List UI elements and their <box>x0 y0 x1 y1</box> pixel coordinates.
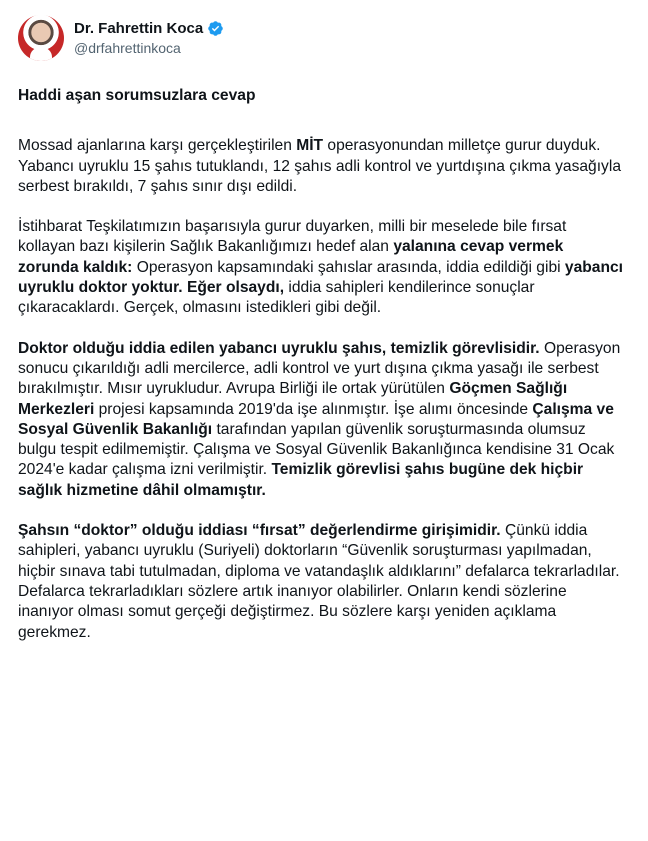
p4-text-1: Çünkü iddia sahipleri, yabancı uyruklu (Suriyeli) doktorların “Güvenlik soruşturması yapılmadan, hiçbir sınava tabi tutulmadan, diploma ve vatandaşlık aldıklarını” defalarca tekrarladılar. Defalarca tekrarladıkları sözlere artık inanıyor olabilirler. Onların kendi sözlerine inanıyor olması somut gerçeği değiştirmez. Bu sözlere karşı yeniden açıklama gerekmez. <box>18 522 620 641</box>
paragraph-3 <box>18 339 624 501</box>
p1-text-2: operasyonundan milletçe gurur duyduk. Yabancı uyruklu 15 şahıs tutuklandı, 12 şahıs adli kontrol ve yurtdışına çıkma yasağıyla serbest bırakıldı, 7 şahıs sınır dışı edildi. <box>18 137 621 195</box>
verified-badge-icon <box>207 20 224 37</box>
p1-text-1: Mossad ajanlarına karşı gerçekleştirilen <box>18 137 297 155</box>
p4-bold-1: Şahsın “doktor” olduğu iddiası “fırsat” değerlendirme girişimidir. <box>18 522 501 540</box>
p2-bold-1: yalanına cevap vermek zorunda kaldık: <box>18 238 564 276</box>
tweet-header <box>18 10 624 66</box>
p2-text-1: İstihbarat Teşkilatımızın başarısıyla gurur duyarken, milli bir meselede bile fırsat kollayan bazı kişilerin Sağlık Bakanlığımızı hedef alan <box>18 218 567 256</box>
paragraph-2 <box>18 217 624 318</box>
p2-text-2: Operasyon kapsamındaki şahıslar arasında, iddia edildiği gibi <box>132 258 565 276</box>
p2-text-3: iddia sahipleri kendilerince sonuçlar çıkaracaklardı. Gerçek, olmasını istedikleri gibi değil. <box>18 279 535 317</box>
p3-bold-1: Doktor olduğu iddia edilen yabancı uyruklu şahıs, temizlik görevlisidir. <box>18 339 540 357</box>
p3-text-2: projesi kapsamında 2019'da işe alınmıştır. İşe alımı öncesinde <box>94 400 533 418</box>
p3-bold-4: Temizlik görevlisi şahıs bugüne dek hiçbir sağlık hizmetine dâhil olmamıştır. <box>18 461 584 499</box>
author-name[interactable]: Dr. Fahrettin Koca <box>74 20 204 37</box>
p1-bold-1: MİT <box>296 137 324 155</box>
author-handle[interactable]: @drfahrettinkoca <box>74 40 181 56</box>
avatar[interactable] <box>18 15 64 61</box>
post-title: Haddi aşan sorumsuzlara cevap <box>18 87 256 104</box>
p3-bold-2: Göçmen Sağlığı Merkezleri <box>18 380 568 418</box>
author-info <box>74 20 224 56</box>
p3-text-3: tarafından yapılan güvenlik soruşturmasında olumsuz bulgu tespit edilmemiştir. Çalışma ve Sosyal Güvenlik Bakanlığınca kendisine 31 Ocak 2024'e kadar çalışma izni verilmiştir. <box>18 420 615 479</box>
tweet-text <box>18 86 624 643</box>
paragraph-4 <box>18 521 624 643</box>
name-row <box>74 20 224 37</box>
p3-bold-3: Çalışma ve Sosyal Güvenlik Bakanlığı <box>18 400 614 438</box>
p2-bold-2: yabancı uyruklu doktor yoktur. Eğer olsaydı, <box>18 258 623 297</box>
paragraph-1 <box>18 136 624 197</box>
p3-text-1: Operasyon sonucu çıkarıldığı adli mercilerce, adli kontrol ve yurt dışına çıkma yasağı ile serbest bırakılmıştır. Mısır uyrukludur. Avrupa Birliği ile ortak yürütülen <box>18 339 621 398</box>
